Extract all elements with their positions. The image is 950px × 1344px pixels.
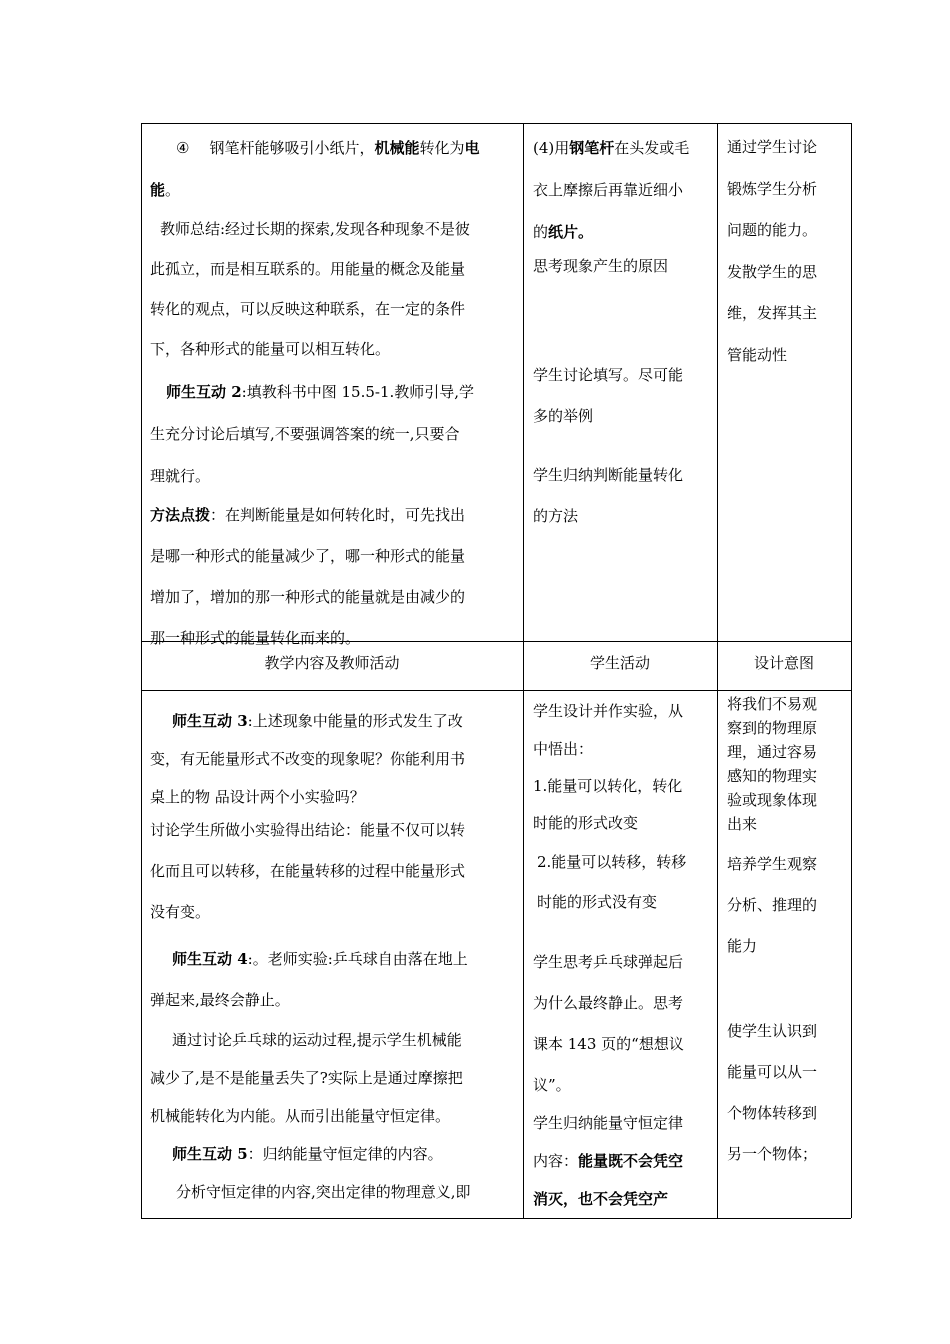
text: 在头发或毛 bbox=[614, 139, 690, 157]
line: 桌上的物 品设计两个小实验吗？ bbox=[150, 788, 365, 806]
line: 为什么最终静止。思考 bbox=[533, 994, 684, 1012]
line: 转化的观点，可以反映这种联系，在一定的条件 bbox=[150, 300, 466, 318]
line: 议”。 bbox=[533, 1076, 571, 1094]
header-bottom-border bbox=[141, 690, 851, 691]
row2-design-intent bbox=[727, 692, 849, 1175]
line: 弹起来,最终会静止。 bbox=[150, 991, 290, 1009]
line: 分析守恒定律的内容,突出定律的物理意义,即 bbox=[176, 1183, 471, 1201]
line: 教师总结:经过长期的探索,发现各种现象不是彼 bbox=[160, 220, 470, 238]
line: :上述现象中能量的形式发生了改 bbox=[247, 712, 463, 730]
interaction-label: 师生互动 2 bbox=[166, 383, 242, 401]
line: 维，发挥其主 bbox=[727, 304, 818, 322]
row2-col2-p2 bbox=[533, 768, 715, 842]
line: 感知的物理实 bbox=[727, 767, 818, 785]
line: 讨论学生所做小实验得出结论：能量不仅可以转 bbox=[150, 821, 466, 839]
header-student-activity: 学生活动 bbox=[589, 654, 650, 672]
interaction-label: 师生互动 3 bbox=[172, 712, 248, 730]
line: 培养学生观察 bbox=[727, 855, 818, 873]
line: 减少了,是不是能量丢失了?实际上是通过摩擦把 bbox=[150, 1069, 463, 1087]
row2-col2-p1 bbox=[533, 692, 715, 768]
text: 。 bbox=[165, 181, 181, 199]
line: 验或现象体现 bbox=[727, 791, 818, 809]
line: 下，各种形式的能量可以相互转化。 bbox=[150, 340, 391, 358]
bold-term: 电 bbox=[464, 139, 480, 157]
line: 察到的物理原 bbox=[727, 719, 818, 737]
line: 课本 143 页的“想想议 bbox=[533, 1035, 684, 1053]
line: 的方法 bbox=[533, 507, 579, 525]
header-design-intent: 设计意图 bbox=[753, 654, 814, 672]
header-teacher-activity: 教学内容及教师活动 bbox=[264, 654, 400, 672]
line: 学生归纳判断能量转化 bbox=[533, 466, 684, 484]
line: 时能的形式改变 bbox=[533, 814, 639, 832]
line: 锻炼学生分析 bbox=[727, 179, 818, 198]
line: 中悟出： bbox=[533, 740, 594, 758]
line: 通过讨论乒乓球的运动过程,提示学生机械能 bbox=[172, 1031, 462, 1049]
row1-teacher-content bbox=[150, 127, 520, 659]
table-right-border bbox=[851, 123, 852, 1218]
method-tip-label: 方法点拨 bbox=[150, 506, 211, 524]
row1-col2-p4 bbox=[533, 455, 715, 537]
row1-design-intent bbox=[727, 127, 849, 376]
line: 能力 bbox=[727, 937, 758, 955]
interaction-4-paragraph bbox=[150, 939, 520, 1021]
interaction-2-paragraph bbox=[150, 371, 520, 497]
line: 生充分讨论后填写,不要强调答案的统一,只要合 bbox=[150, 425, 460, 443]
text: (4)用 bbox=[533, 139, 570, 157]
circled-number: ④ bbox=[176, 139, 190, 157]
table-bottom-border bbox=[141, 1218, 851, 1219]
bold-term: 能 bbox=[150, 181, 166, 199]
line: 2.能量可以转移，转移 bbox=[537, 853, 687, 871]
row1-col2-p3 bbox=[533, 355, 715, 437]
line: 学生设计并作实验，从 bbox=[533, 702, 684, 720]
line: 那一种形式的能量转化而来的。 bbox=[150, 629, 361, 647]
line: 理就行。 bbox=[150, 467, 211, 485]
line: 学生讨论填写。尽可能 bbox=[533, 366, 684, 384]
line: 能量可以从一 bbox=[727, 1063, 818, 1081]
line: 使学生认识到 bbox=[727, 1022, 818, 1040]
line: 此孤立，而是相互联系的。用能量的概念及能量 bbox=[150, 260, 466, 278]
text: 的 bbox=[533, 223, 549, 241]
line: 学生思考乒乓球弹起后 bbox=[533, 953, 684, 971]
line: 分析、推理的 bbox=[727, 896, 818, 914]
ping-pong-paragraph bbox=[150, 1021, 520, 1135]
discussion-paragraph bbox=[150, 810, 520, 933]
line: 1.能量可以转化，转化 bbox=[533, 777, 683, 795]
line: 个物体转移到 bbox=[727, 1104, 818, 1122]
line: 学生归纳能量守恒定律 bbox=[533, 1114, 684, 1132]
bold-term: 纸片。 bbox=[548, 223, 594, 241]
line: ：归纳能量守恒定律的内容。 bbox=[247, 1145, 443, 1163]
line: 发散学生的思 bbox=[727, 262, 818, 281]
bold-statement: 消灭，也不会凭空产 bbox=[533, 1190, 669, 1208]
text: 钢笔杆能够吸引小纸片， bbox=[209, 139, 375, 157]
line: 化而且可以转移，在能量转移的过程中能量形式 bbox=[150, 862, 466, 880]
line: 衣上摩擦后再靠近细小 bbox=[533, 181, 684, 199]
row2-col3-p1 bbox=[727, 692, 849, 836]
line: 变，有无能量形式不改变的现象呢？你能利用书 bbox=[150, 750, 466, 768]
row1-col2-p2: 思考现象产生的原因 bbox=[533, 257, 669, 275]
row2-col3-p3 bbox=[727, 1011, 849, 1175]
row2-teacher-content bbox=[150, 702, 520, 1211]
line: 通过学生讨论 bbox=[727, 138, 818, 156]
line: 管能动性 bbox=[727, 345, 788, 364]
line: 出来 bbox=[727, 815, 758, 833]
bold-term: 机械能 bbox=[374, 139, 420, 157]
row1-student-activity bbox=[533, 127, 715, 537]
conservation-analysis-paragraph bbox=[150, 1173, 520, 1211]
row2-col2-p5 bbox=[533, 1104, 715, 1218]
line: 多的举例 bbox=[533, 407, 594, 425]
line: 是哪一种形式的能量减少了，哪一种形式的能量 bbox=[150, 547, 466, 565]
interaction-3-paragraph bbox=[150, 702, 520, 816]
bold-statement: 能量既不会凭空 bbox=[578, 1152, 684, 1170]
line: 另一个物体； bbox=[727, 1145, 818, 1163]
line: :。老师实验:乒乓球自由落在地上 bbox=[247, 950, 468, 968]
line: 问题的能力。 bbox=[727, 221, 818, 239]
row2-student-activity bbox=[533, 692, 715, 1218]
line: 时能的形式没有变 bbox=[537, 893, 658, 911]
text: 转化为 bbox=[419, 139, 465, 157]
text: 内容： bbox=[533, 1152, 579, 1170]
line: 理，通过容易 bbox=[727, 743, 818, 761]
interaction-label: 师生互动 5 bbox=[172, 1145, 248, 1163]
row2-col2-p4 bbox=[533, 942, 715, 1106]
line: 没有变。 bbox=[150, 903, 211, 921]
row1-col1-p1 bbox=[150, 127, 520, 211]
method-tip-paragraph bbox=[150, 495, 520, 659]
line: ：在判断能量是如何转化时，可先找出 bbox=[210, 506, 466, 524]
line: 增加了，增加的那一种形式的能量就是由减少的 bbox=[150, 588, 466, 606]
line: 机械能转化为内能。从而引出能量守恒定律。 bbox=[150, 1107, 451, 1125]
row2-col3-p2 bbox=[727, 844, 849, 967]
interaction-5-paragraph bbox=[150, 1135, 520, 1173]
line: 将我们不易观 bbox=[727, 695, 818, 713]
teacher-summary-paragraph bbox=[150, 209, 520, 369]
interaction-label: 师生互动 4 bbox=[172, 950, 248, 968]
row2-col2-p3 bbox=[533, 842, 715, 922]
row1-col2-p1 bbox=[533, 127, 715, 253]
line: :填教科书中图 15.5-1.教师引导,学 bbox=[241, 383, 475, 401]
table-top-border bbox=[141, 123, 851, 124]
bold-term: 钢笔杆 bbox=[569, 139, 615, 157]
